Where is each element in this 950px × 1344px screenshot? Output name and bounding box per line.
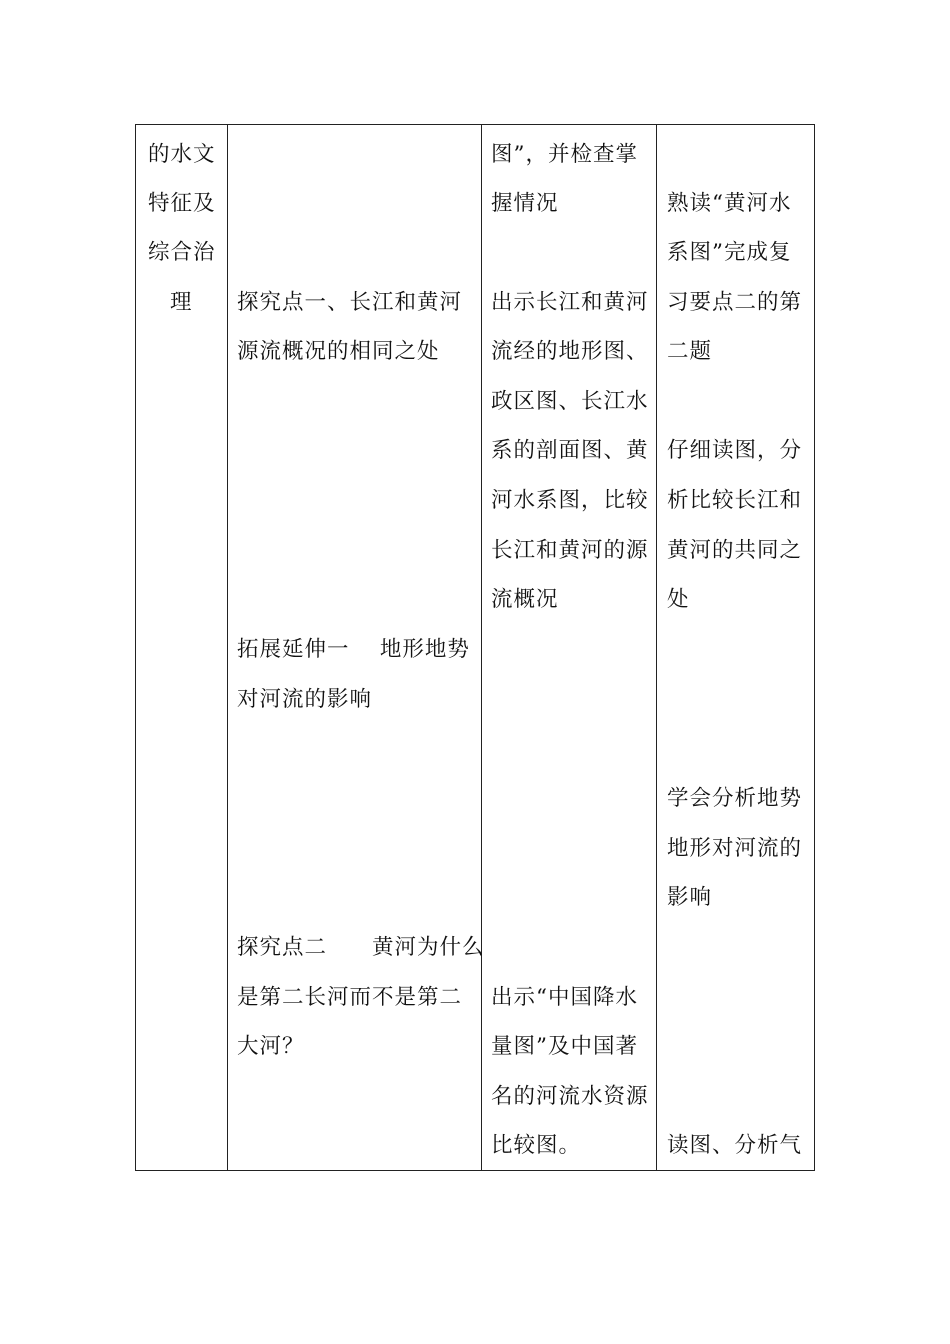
point1-line: 源流概况的相同之处 [237,339,440,364]
show1-line: 河水系图，比较 [491,488,649,513]
check-line: 图”，并检查掌 [491,142,638,167]
extend1-line: 对河流的影响 [237,687,373,712]
cell-student-activity [657,125,815,1170]
cell-topic [136,125,227,1170]
extend1-line: 拓展延伸一 地形地势 [237,637,470,662]
read1-line: 熟读“黄河水 [667,191,792,216]
check-line: 握情况 [491,191,559,216]
show1-line: 系的剖面图、黄 [491,438,649,463]
point2-line: 大河？ [237,1034,305,1059]
show2-line: 比较图。 [491,1133,582,1158]
read3-line: 读图、分析气 [667,1133,803,1158]
read1-line: 二题 [667,339,713,364]
learn-line: 地形对河流的 [667,836,803,861]
read1-line: 系图”完成复 [667,240,792,265]
learn-line: 学会分析地势 [667,786,803,811]
point2-line: 探究点二 黄河为什么 [237,935,485,960]
read2-line: 仔细读图，分 [667,438,803,463]
topic-line: 理 [170,290,193,315]
read2-line: 黄河的共同之 [667,538,803,563]
show2-line: 名的河流水资源 [491,1084,649,1109]
point2-line: 是第二长河而不是第二 [237,985,463,1010]
show1-line: 流经的地形图、 [491,339,649,364]
point1-line: 探究点一、长江和黄河 [237,290,463,315]
learn-line: 影响 [667,885,713,910]
lesson-table [135,124,815,1171]
show2-line: 量图”及中国著 [491,1034,638,1059]
read1-line: 习要点二的第 [667,290,803,315]
read2-line: 析比较长江和 [667,488,803,513]
topic-line: 的水文 [148,142,216,167]
topic-line: 特征及 [148,191,216,216]
cell-teacher-activity [482,125,656,1170]
show2-line: 出示“中国降水 [491,985,638,1010]
show1-line: 出示长江和黄河 [491,290,649,315]
cell-content [228,125,485,1170]
show1-line: 流概况 [491,587,559,612]
read2-line: 处 [667,587,690,612]
topic-line: 综合治 [148,240,216,265]
show1-line: 长江和黄河的源 [491,538,649,563]
show1-line: 政区图、长江水 [491,389,649,414]
